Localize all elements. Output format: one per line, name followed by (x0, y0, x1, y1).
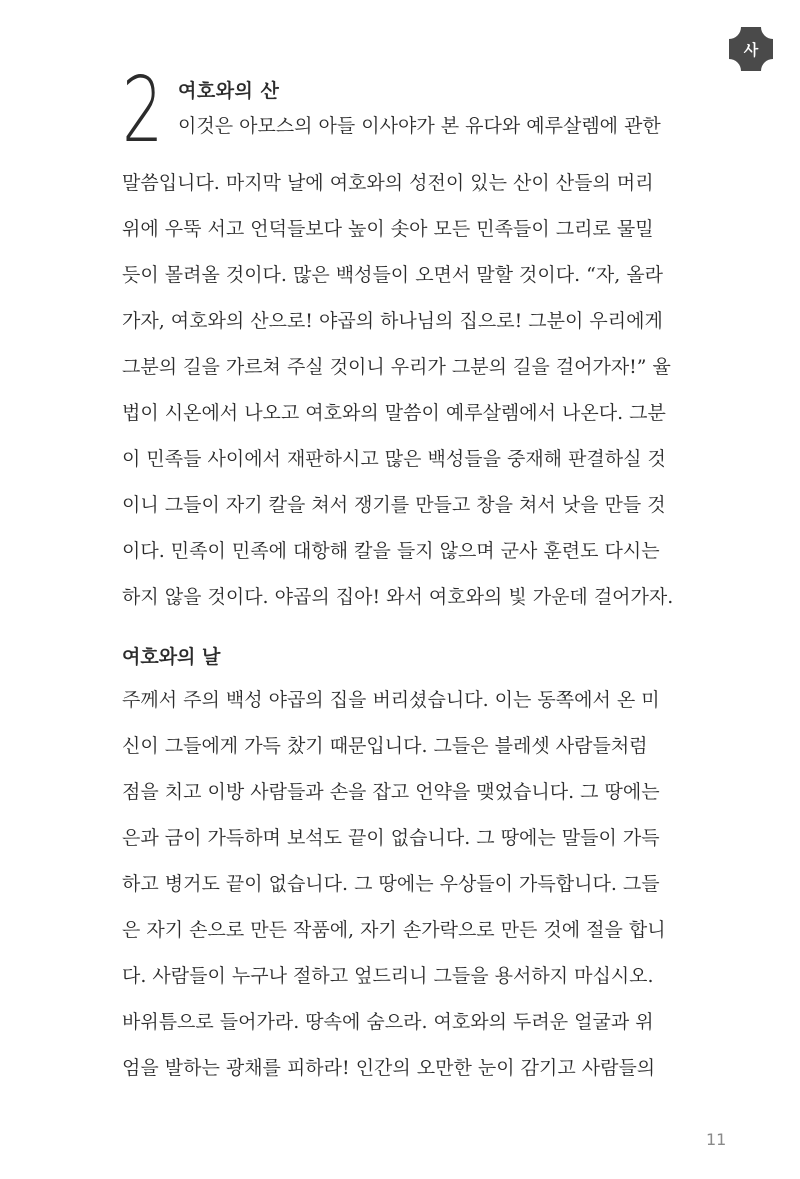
page-number: 11 (706, 1130, 727, 1149)
body-line: 하지 않을 것이다. 야곱의 집아! 와서 여호와의 빛 가운데 걸어가자. (122, 586, 674, 608)
body-line: 가자, 여호와의 산으로! 야곱의 하나님의 집으로! 그분이 우리에게 (122, 310, 663, 332)
verse-drop-number: 2 (122, 58, 164, 163)
body-line: 말씀입니다. 마지막 날에 여호와의 성전이 있는 산이 산들의 머리 (122, 172, 654, 194)
body-line: 이니 그들이 자기 칼을 쳐서 쟁기를 만들고 창을 쳐서 낫을 만들 것 (122, 494, 666, 516)
body-paragraph (122, 677, 726, 1091)
section-day-of-the-lord (122, 637, 726, 1091)
chapter-tab-badge (729, 27, 773, 71)
body-line: 이다. 민족이 민족에 대항해 칼을 들지 않으며 군사 훈련도 다시는 (122, 540, 660, 562)
body-first-line: 이것은 아모스의 아들 이사야가 본 유다와 예루살렘에 관한 (178, 115, 661, 137)
body-line: 이 민족들 사이에서 재판하시고 많은 백성들을 중재해 판결하실 것 (122, 448, 666, 470)
section-heading-row (122, 58, 726, 172)
chapter-tab-label: 사 (743, 40, 759, 59)
body-line: 다. 사람들이 누구나 절하고 엎드리니 그들을 용서하지 마십시오. (122, 965, 654, 987)
body-line: 엄을 발하는 광채를 피하라! 인간의 오만한 눈이 감기고 사람들의 (122, 1057, 656, 1079)
section-title: 여호와의 날 (122, 646, 221, 668)
body-line: 신이 그들에게 가득 찼기 때문입니다. 그들은 블레셋 사람들처럼 (122, 735, 648, 757)
section-title: 여호와의 산 (178, 80, 280, 102)
body-line: 듯이 몰려올 것이다. 많은 백성들이 오면서 말할 것이다. “자, 올라 (122, 264, 664, 286)
body-line: 주께서 주의 백성 야곱의 집을 버리셨습니다. 이는 동쪽에서 온 미 (122, 689, 660, 711)
body-line: 위에 우뚝 서고 언덕들보다 높이 솟아 모든 민족들이 그리로 물밀 (122, 218, 654, 240)
body-line: 법이 시온에서 나오고 여호와의 말씀이 예루살렘에서 나온다. 그분 (122, 402, 666, 424)
body-line: 바위틈으로 들어가라. 땅속에 숨으라. 여호와의 두려운 얼굴과 위 (122, 1011, 654, 1033)
body-line: 은 자기 손으로 만든 작품에, 자기 손가락으로 만든 것에 절을 합니 (122, 919, 666, 941)
body-line: 점을 치고 이방 사람들과 손을 잡고 언약을 맺었습니다. 그 땅에는 (122, 781, 660, 803)
body-line: 하고 병거도 끝이 없습니다. 그 땅에는 우상들이 가득합니다. 그들 (122, 873, 660, 895)
body-paragraph (122, 160, 726, 620)
body-line: 은과 금이 가득하며 보석도 끝이 없습니다. 그 땅에는 말들이 가득 (122, 827, 660, 849)
body-line: 그분의 길을 가르쳐 주실 것이니 우리가 그분의 길을 걸어가자!” 율 (122, 356, 671, 378)
section-mountain-of-the-lord (122, 58, 726, 620)
